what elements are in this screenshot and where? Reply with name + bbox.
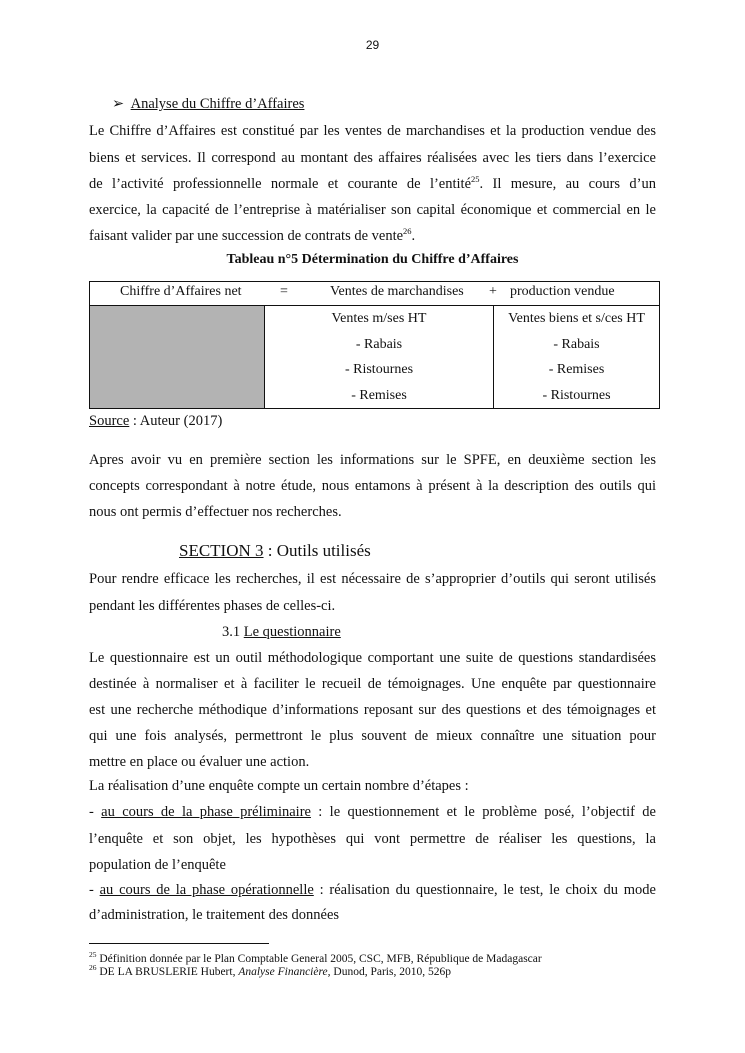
para5-line1: La réalisation d’une enquête compte un certain nombre d’étapes :	[89, 778, 469, 794]
para5-line2: - au cours de la phase préliminaire : le questionnement et le problème posé, l’objectif de	[89, 804, 656, 820]
list-item: - Ristournes	[542, 387, 611, 403]
para2-line3: nous ont permis d’effectuer nos recherches.	[89, 504, 342, 520]
table-header-cell	[90, 282, 660, 306]
subsection-questionnaire: 3.1 Le questionnaire	[222, 624, 341, 640]
footnote-divider	[89, 943, 269, 944]
list-item: Ventes m/ses HT	[331, 311, 427, 326]
col-production	[494, 306, 660, 409]
para5-line5: - au cours de la phase opérationnelle : réalisation du questionnaire, le test, le choix du mode	[89, 882, 656, 898]
table-source: Source : Auteur (2017)	[89, 413, 223, 429]
header-right: production vendue	[510, 284, 615, 299]
para1-line3: de l’activité professionnelle normale et courante de l’entité$^{25}$. Il mesure, au cours d’un	[89, 174, 657, 192]
table-header-row	[90, 282, 660, 306]
footnote-ref-25: 25	[471, 174, 480, 185]
para2-line1: Apres avoir vu en première section les informations sur le SPFE, en deuxième section les	[89, 452, 656, 468]
para1-line1: Le Chiffre d’Affaires est constitué par les ventes de marchandises et la production vendue des	[89, 123, 656, 139]
heading-text: Analyse du Chiffre d’Affaires	[130, 96, 305, 112]
revenue-table	[89, 281, 660, 409]
footnote-ref-26: 26	[403, 226, 412, 237]
para4-line5: mettre en place ou évaluer une action.	[89, 754, 310, 770]
col-marchandises	[265, 306, 494, 409]
table-title: Tableau n°5 Détermination du Chiffre d’Affaires	[226, 252, 519, 267]
para5-line3: l’enquête et son objet, les hypothèses qui vont permettre de réaliser les questions, la	[89, 831, 656, 847]
list-item: - Remises	[548, 362, 605, 377]
gray-cell	[90, 306, 265, 409]
header-middle: Ventes de marchandises	[330, 284, 464, 299]
heading-analyse	[112, 96, 304, 113]
para3-line1: Pour rendre efficace les recherches, il est nécessaire de s’approprier d’outils qui seront utilisés	[89, 571, 656, 587]
para3-line2: pendant les différentes phases de celles-ci.	[89, 598, 336, 614]
header-equals: =	[280, 284, 288, 299]
section-3-title: SECTION 3 : Outils utilisés	[179, 541, 371, 560]
para1-line4: exercice, la capacité de l’entreprise à matérialiser son capital économique et commercial en le	[89, 202, 656, 218]
para5-line6: d’administration, le traitement des données	[89, 907, 340, 923]
list-item: - Remises	[351, 387, 407, 403]
bullet-arrow-icon: ➢	[112, 96, 125, 112]
list-item: - Rabais	[553, 336, 600, 352]
para4-line2: destinée à normaliser et à faciliter le recueil de témoignages. Une enquête par questionnaire	[89, 676, 656, 692]
para4-line4: qui une fois analysés, permettront le plus souvent de mieux connaître une situation pour	[89, 728, 656, 744]
table-body-row	[90, 306, 660, 409]
footnote-26: $^{26}$ DE LA BRUSLERIE Hubert, Analyse Financière, Dunod, Paris, 2010, 526p	[89, 963, 451, 978]
page-number: 29	[365, 38, 380, 52]
list-item: - Ristournes	[344, 362, 414, 377]
header-left: Chiffre d’Affaires net	[120, 284, 242, 299]
para1-line2: biens et services. Il correspond au montant des affaires réalisées avec les tiers dans l’exercice	[89, 150, 656, 166]
footnote-25: $^{25}$ Définition donnée par le Plan Comptable General 2005, CSC, MFB, République de Madagascar	[89, 950, 542, 965]
para4-line3: est une recherche méthodique d’informations reposant sur des questions et des témoignages et	[89, 702, 656, 718]
para1-line5: faisant valider par une succession de contrats de vente$^{26}$.	[89, 226, 416, 244]
para4-line1: Le questionnaire est un outil méthodologique comportant une suite de questions standardisées	[89, 650, 656, 666]
para2-line2: concepts correspondant à notre étude, nous entamons à présent à la description des outils qui	[89, 478, 656, 494]
list-item: - Rabais	[355, 336, 403, 352]
para5-line4: population de l’enquête	[89, 857, 226, 873]
list-item: Ventes biens et s/ces HT	[508, 311, 645, 326]
header-plus: +	[489, 284, 497, 299]
